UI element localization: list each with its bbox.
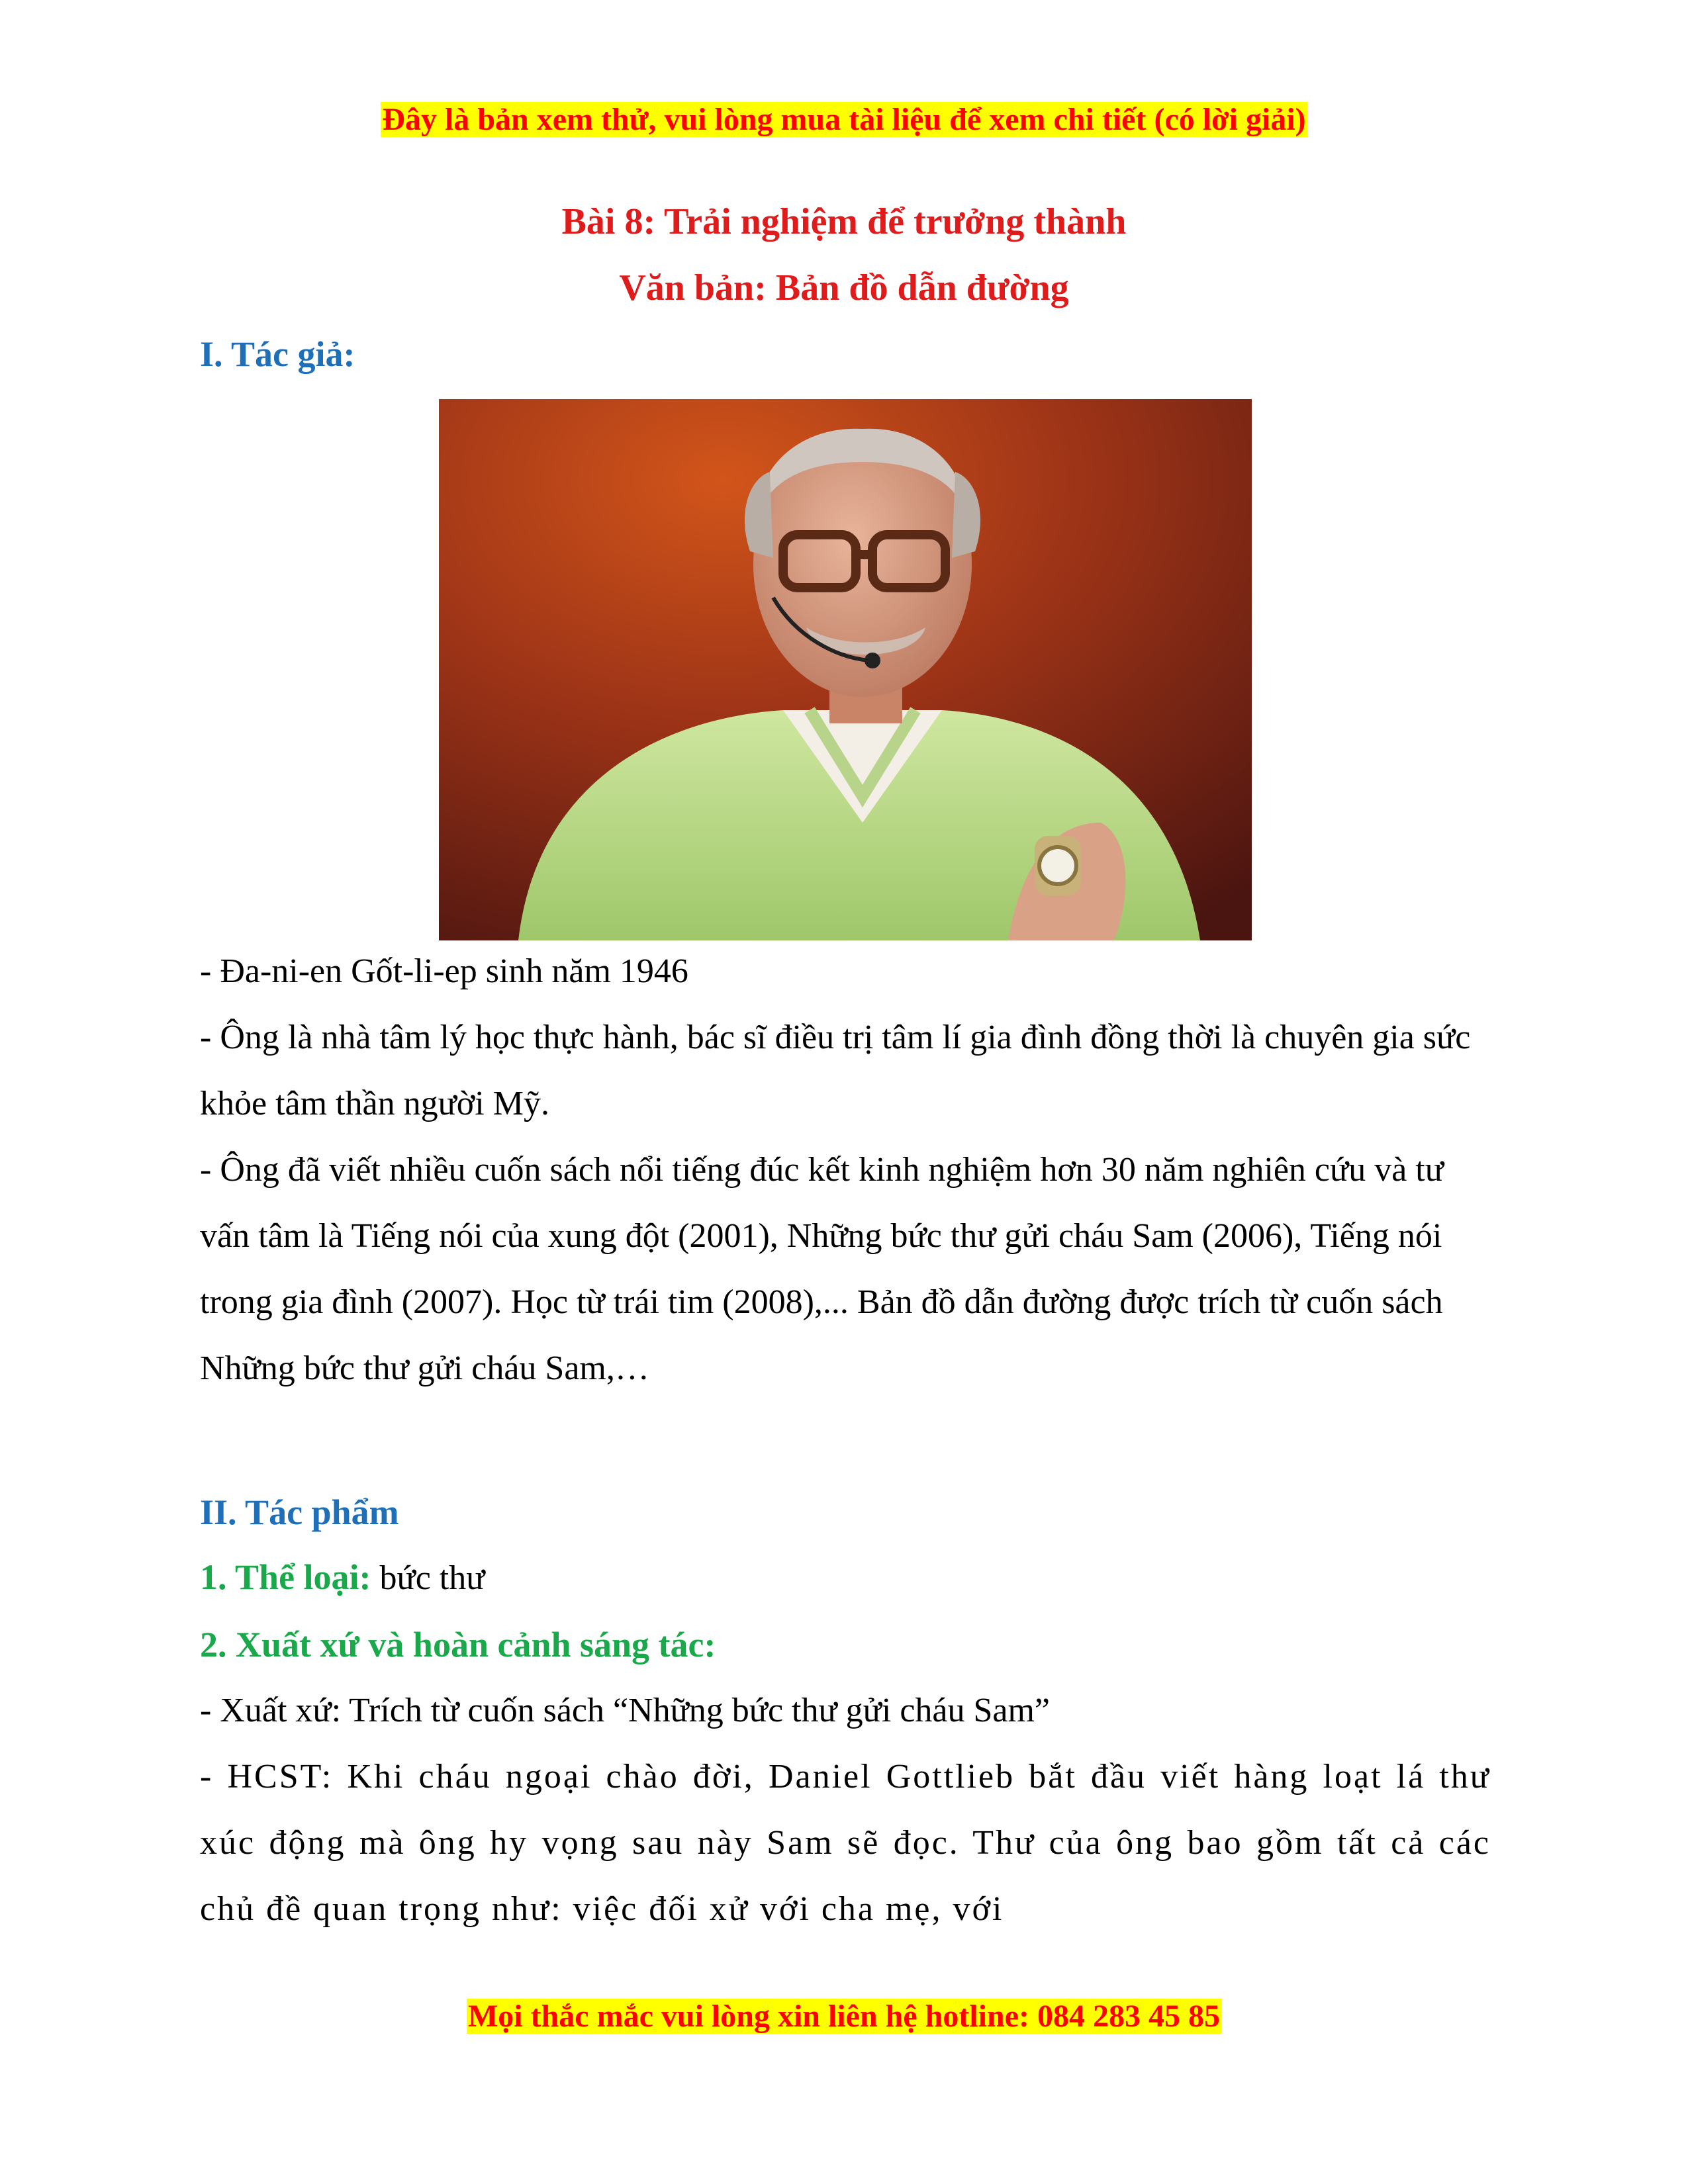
- section-author-heading: I. Tác giả:: [200, 334, 355, 374]
- context-text: - HCST: Khi cháu ngoại chào đời, Daniel Gottlieb bắt đầu viết hàng loạt lá thư xúc động mà ông hy vọng sau này Sam sẽ đọc. Thư của ông bao gồm tất cả các chủ đề quan trọng như: việc đối xử với cha mẹ, với: [200, 1758, 1491, 1928]
- author-birth: - Đa-ni-en Gốt-li-ep sinh năm 1946: [200, 952, 688, 990]
- hotline-banner: [0, 1997, 1688, 2036]
- origin-heading: 2. Xuất xứ và hoàn cảnh sáng tác:: [200, 1625, 716, 1664]
- author-photo: [439, 399, 1252, 940]
- lesson-title: Bài 8: Trải nghiệm để trưởng thành: [561, 201, 1127, 242]
- section-work-heading: II. Tác phẩm: [200, 1492, 399, 1532]
- genre-line: [200, 1545, 1491, 1612]
- text-title: Văn bản: Bản đồ dẫn đường: [619, 267, 1069, 308]
- author-profession: - Ông là nhà tâm lý học thực hành, bác sĩ điều trị tâm lí gia đình đồng thời là chuyên gia sức khỏe tâm thần người Mỹ.: [200, 1019, 1471, 1122]
- preview-notice-banner: [0, 101, 1688, 139]
- preview-notice-text: Đây là bản xem thử, vui lòng mua tài liệu để xem chi tiết (có lời giải): [382, 102, 1306, 137]
- hotline-text: Mọi thắc mắc vui lòng xin liên hệ hotline: 084 283 45 85: [467, 1999, 1220, 2034]
- origin-text: - Xuất xứ: Trích từ cuốn sách “Những bức thư gửi cháu Sam”: [200, 1692, 1051, 1729]
- author-works: - Ông đã viết nhiều cuốn sách nổi tiếng đúc kết kinh nghiệm hơn 30 năm nghiên cứu và tư vấn tâm là Tiếng nói của xung đột (2001), Những bức thư gửi cháu Sam (2006), Tiếng nói trong gia đình (2007). Học từ trái tim (2008),... Bản đồ dẫn đường được trích từ cuốn sách Những bức thư gửi cháu Sam,…: [200, 1151, 1444, 1387]
- genre-value: bức thư: [371, 1559, 485, 1597]
- genre-label: 1. Thể loại:: [200, 1557, 371, 1597]
